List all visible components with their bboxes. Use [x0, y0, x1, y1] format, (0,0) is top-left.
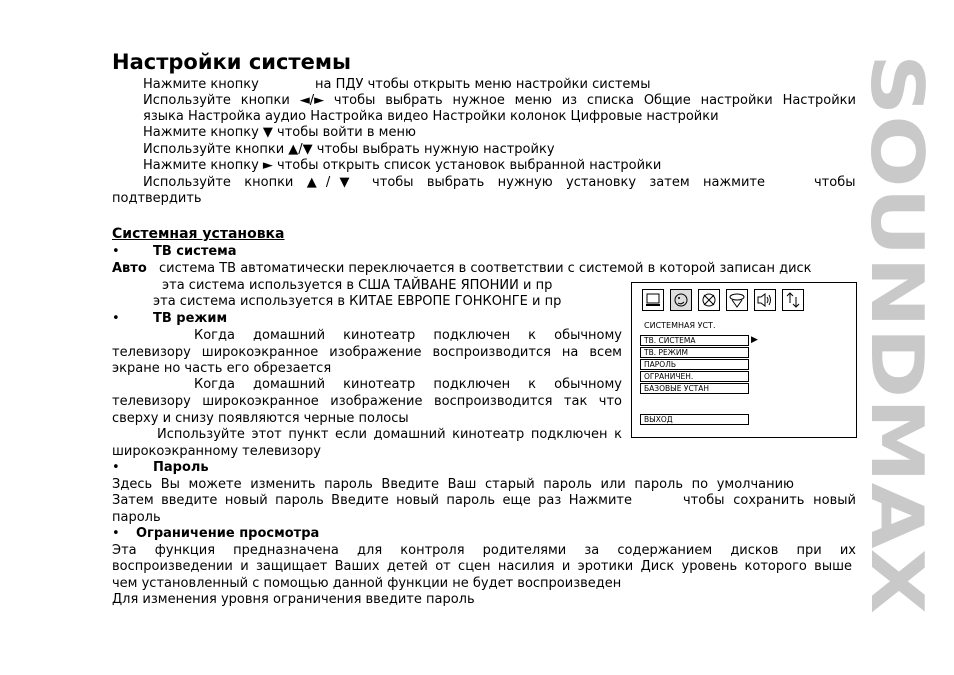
password-line-2a: Затем введите новый пароль Введите новый пароль еще раз Нажмите	[112, 493, 632, 508]
auto-text: система ТВ автоматически переключается в соответствии с системой в которой записан диск	[159, 261, 812, 276]
brand-watermark	[855, 48, 939, 620]
osd-menu-figure	[631, 282, 857, 438]
ntsc-text: эта система используется в США ТАЙВАНЕ ЯПОНИИ и пр	[162, 278, 553, 293]
osd-item-exit: ВЫХОД	[640, 414, 749, 425]
intro-line-5: Используйте кнопки ▲/▼ чтобы выбрать нужную настройку	[143, 142, 555, 157]
bullet: •	[112, 311, 120, 326]
osd-item-parental: ОГРАНИЧЕН.	[640, 371, 749, 382]
parental-line-1: Эта функция предназначена для контроля родителями за содержанием дисков при их	[112, 543, 856, 558]
tv-mode-p2a: Когда домашний кинотеатр подключен к обычному	[194, 377, 622, 392]
osd-item-tv-mode: ТВ. РЕЖИМ	[640, 347, 749, 358]
tv-mode-p3b: широкоэкранному телевизору	[112, 444, 321, 459]
intro-line-1a: Нажмите кнопку	[143, 77, 259, 92]
speaker-cross-icon	[698, 289, 720, 311]
tv-mode-p1a: Когда домашний кинотеатр подключен к обычному	[194, 328, 622, 343]
osd-item-basic: БАЗОВЫЕ УСТАН	[640, 383, 749, 394]
password-heading: Пароль	[153, 460, 209, 475]
face-icon	[670, 289, 692, 311]
tv-mode-p1c: экране но часть его обрезается	[112, 361, 332, 376]
brand-text: SOUNDMAX	[855, 54, 939, 529]
password-line-2b: чтобы сохранить новый	[683, 493, 856, 508]
osd-heading: СИСТЕМНАЯ УСТ.	[644, 321, 716, 330]
parental-line-4: Для изменения уровня ограничения введите пароль	[112, 592, 475, 607]
osd-icon-row	[642, 289, 804, 311]
intro-line-1b: на ПДУ чтобы открыть меню настройки системы	[315, 77, 651, 92]
tv-mode-p3a: Используйте этот пункт если домашний кинотеатр подключен к	[157, 427, 622, 442]
pal-text: эта система используется в КИТАЕ ЕВРОПЕ ГОНКОНГЕ и пр	[153, 294, 562, 309]
bullet: •	[112, 526, 120, 541]
speaker-waves-icon	[754, 289, 776, 311]
page-title: Настройки системы	[112, 50, 351, 74]
intro-line-6: Нажмите кнопку ► чтобы открыть список установок выбранной настройки	[143, 158, 662, 173]
tv-mode-p1b: телевизору широкоэкранное изображение воспроизводится на всем	[112, 345, 622, 360]
video-icon	[726, 289, 748, 311]
osd-arrow-icon: ▶	[751, 335, 758, 345]
settings-arrows-icon	[782, 289, 804, 311]
intro-line-7b: чтобы	[814, 175, 856, 190]
intro-line-2: Используйте кнопки ◄/► чтобы выбрать нужное меню из списка Общие настройки Настройки	[143, 93, 856, 108]
tv-mode-heading: ТВ режим	[153, 311, 228, 326]
tv-mode-p2b: телевизору широкоэкранное изображение воспроизводится так что	[112, 394, 622, 409]
osd-item-tv-system: ТВ. СИСТЕМА	[640, 335, 749, 346]
parental-line-3: чем установленный с помощью данной функции не будет воспроизведен	[112, 576, 622, 591]
password-line-3: пароль	[112, 510, 161, 525]
bullet: •	[112, 244, 120, 259]
intro-line-8: подтвердить	[112, 191, 202, 206]
monitor-icon	[642, 289, 664, 311]
tv-mode-p2c: сверху и снизу появляются черные полосы	[112, 411, 409, 426]
intro-line-7a: Используйте кнопки ▲/▼ чтобы выбрать нужную установку затем нажмите	[143, 175, 765, 190]
intro-line-3: языка Настройка аудио Настройка видео Настройки колонок Цифровые настройки	[143, 109, 719, 124]
section-title: Системная установка	[112, 226, 285, 242]
tv-system-heading: ТВ система	[153, 244, 237, 259]
osd-item-password: ПАРОЛЬ	[640, 359, 749, 370]
intro-line-4: Нажмите кнопку ▼ чтобы войти в меню	[143, 125, 416, 140]
auto-label: Авто	[112, 261, 147, 276]
parental-heading: Ограничение просмотра	[136, 526, 320, 541]
bullet: •	[112, 460, 120, 475]
password-line-1: Здесь Вы можете изменить пароль Введите Ваш старый пароль или пароль по умолчанию	[112, 477, 794, 492]
parental-line-2: воспроизведении и защищает Ваших детей от сцен насилия и эротики Диск уровень которого выше	[112, 559, 852, 574]
